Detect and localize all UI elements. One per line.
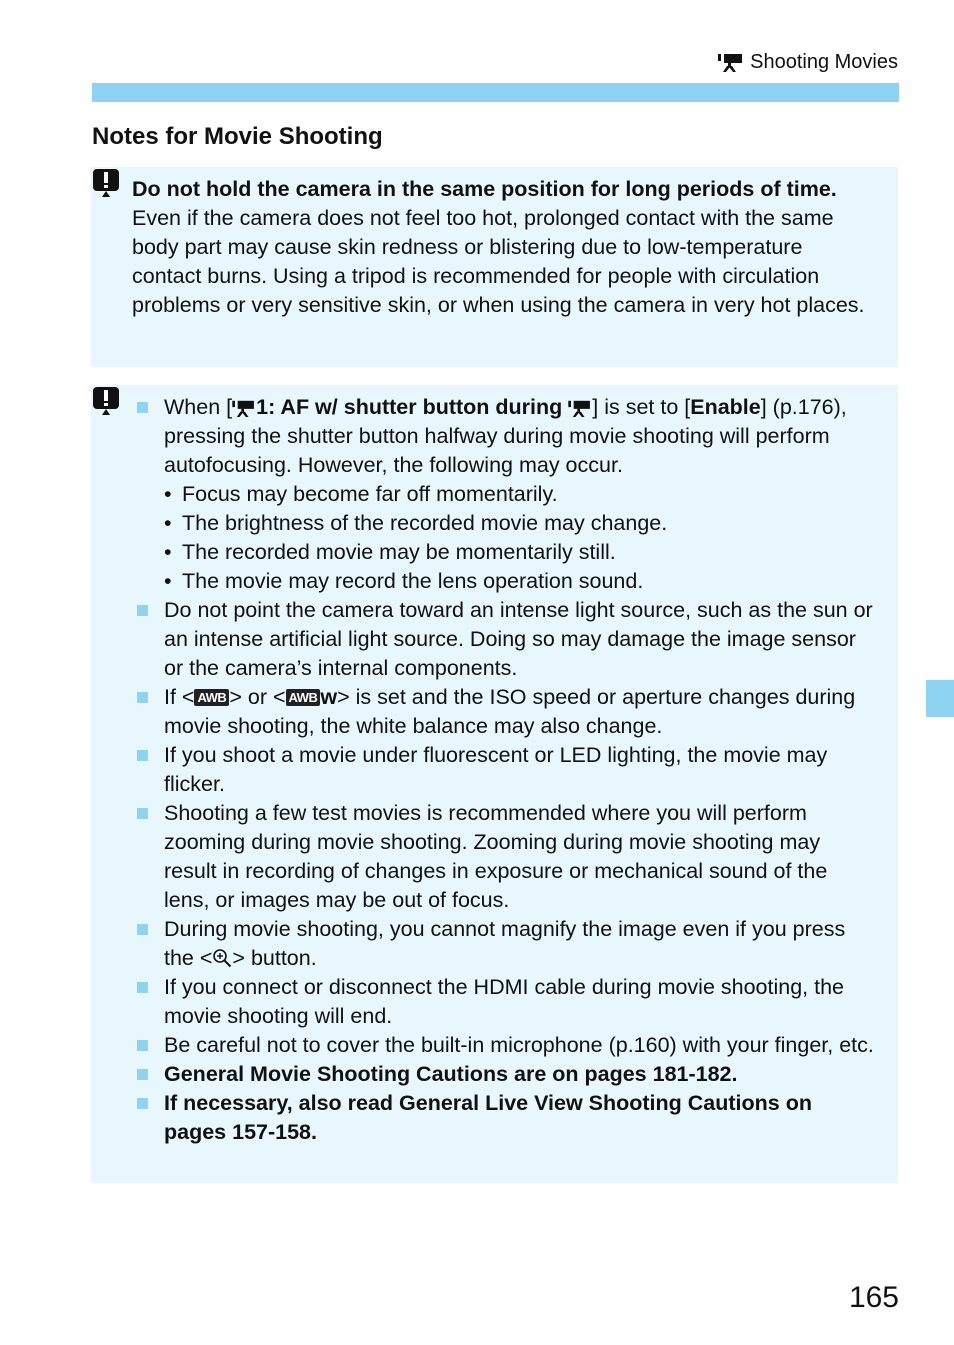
caution-1-body: Even if the camera does not feel too hot, prolonged contact with the same body part may cause skin redness or blistering due to low-temperature contact burns. Using a tripod is recommended for people with circulation problems or very sensitive skin, or when using the camera in very hot places. [132,206,865,317]
b3-pre: If < [164,685,195,709]
b6-pre: During movie shooting, you cannot magnify the image even if you press the < [164,917,846,970]
magnify-icon [212,948,232,968]
b1-mid: ] is set to [ [592,395,691,419]
b1-value: Enable [690,395,761,419]
page-header [718,48,898,76]
b5-text: Shooting a few test movies is recommended where you will perform zooming during movie shooting. Zooming during movie shooting may result in recording of changes in exposure or mechanical sound of the lens, or images may be out of focus. [164,801,828,912]
sub-list-item [164,567,878,596]
sub-text: Focus may become far off momentarily. [182,482,558,506]
bullet-square [137,750,148,761]
b4-text: If you shoot a movie under fluorescent or LED lighting, the movie may flicker. [164,743,828,796]
list-item [132,799,878,915]
b7-text: If you connect or disconnect the HDMI cable during movie shooting, the movie shooting will end. [164,975,845,1028]
awb-icon: AWB [286,689,321,706]
awb-icon: AWB [194,689,229,706]
sub-text: The brightness of the recorded movie may change. [182,511,668,535]
caution-box-2 [91,385,898,1183]
sub-list [164,480,878,596]
b10-text: If necessary, also read General Live View Shooting Cautions on pages 157-158. [164,1091,812,1144]
bullet-square [137,1040,148,1051]
awb-w-suffix: w [320,685,338,709]
caution-1-text [132,175,874,320]
b1-pre: When [ [164,395,233,419]
sub-list-item [164,509,878,538]
list-item [132,915,878,973]
movie-camera-icon [232,399,256,417]
bullet-square [137,808,148,819]
b9-text: General Movie Shooting Cautions are on pages 181-182. [164,1062,738,1086]
movie-camera-icon [718,52,744,72]
bullet-square [137,924,148,935]
list-item [132,1089,878,1147]
bullet-square [137,402,148,413]
b1-post: ] (p.176), pressing the shutter button halfway during movie shooting will perform autofocusing. However, the following may occur. [164,395,847,477]
caution-1-heading: Do not hold the camera in the same position for long periods of time. [132,177,837,201]
bullet-square [137,1069,148,1080]
section-title: Notes for Movie Shooting [92,123,383,150]
sub-text: The movie may record the lens operation sound. [182,569,644,593]
b3-post: > is set and the ISO speed or aperture changes during movie shooting, the white balance may also change. [164,685,856,738]
b8-text: Be careful not to cover the built-in microphone (p.160) with your finger, etc. [164,1033,874,1057]
list-item [132,683,878,741]
bullet-square [137,982,148,993]
page-number: 165 [848,1281,899,1314]
caution-box-1 [91,167,898,367]
sub-bullet: • [164,482,172,506]
bullet-square [137,692,148,703]
sub-list-item [164,480,878,509]
list-item [132,393,878,596]
list-item [132,973,878,1031]
b3-mid: > or < [229,685,286,709]
list-item [132,1031,878,1060]
caution-icon [91,167,121,197]
header-rule [92,83,899,102]
caution-icon [91,385,121,415]
sub-list-item [164,538,878,567]
b1-menu-num: 1 [256,395,269,419]
sub-bullet: • [164,540,172,564]
sub-bullet: • [164,511,172,535]
b2-text: Do not point the camera toward an intense light source, such as the sun or an intense artificial light source. Doing so may damage the image sensor or the camera’s internal components. [164,598,873,680]
movie-camera-icon [568,399,592,417]
bullet-square [137,1098,148,1109]
chapter-tab [926,680,954,717]
b6-post: > button. [232,946,317,970]
list-item [132,741,878,799]
caution-2-list [132,393,878,1147]
bullet-square [137,605,148,616]
sub-bullet: • [164,569,172,593]
b1-menu-label: : AF w/ shutter button during [268,395,569,419]
list-item [132,596,878,683]
sub-text: The recorded movie may be momentarily still. [182,540,616,564]
list-item [132,1060,878,1089]
header-title: Shooting Movies [750,51,898,73]
